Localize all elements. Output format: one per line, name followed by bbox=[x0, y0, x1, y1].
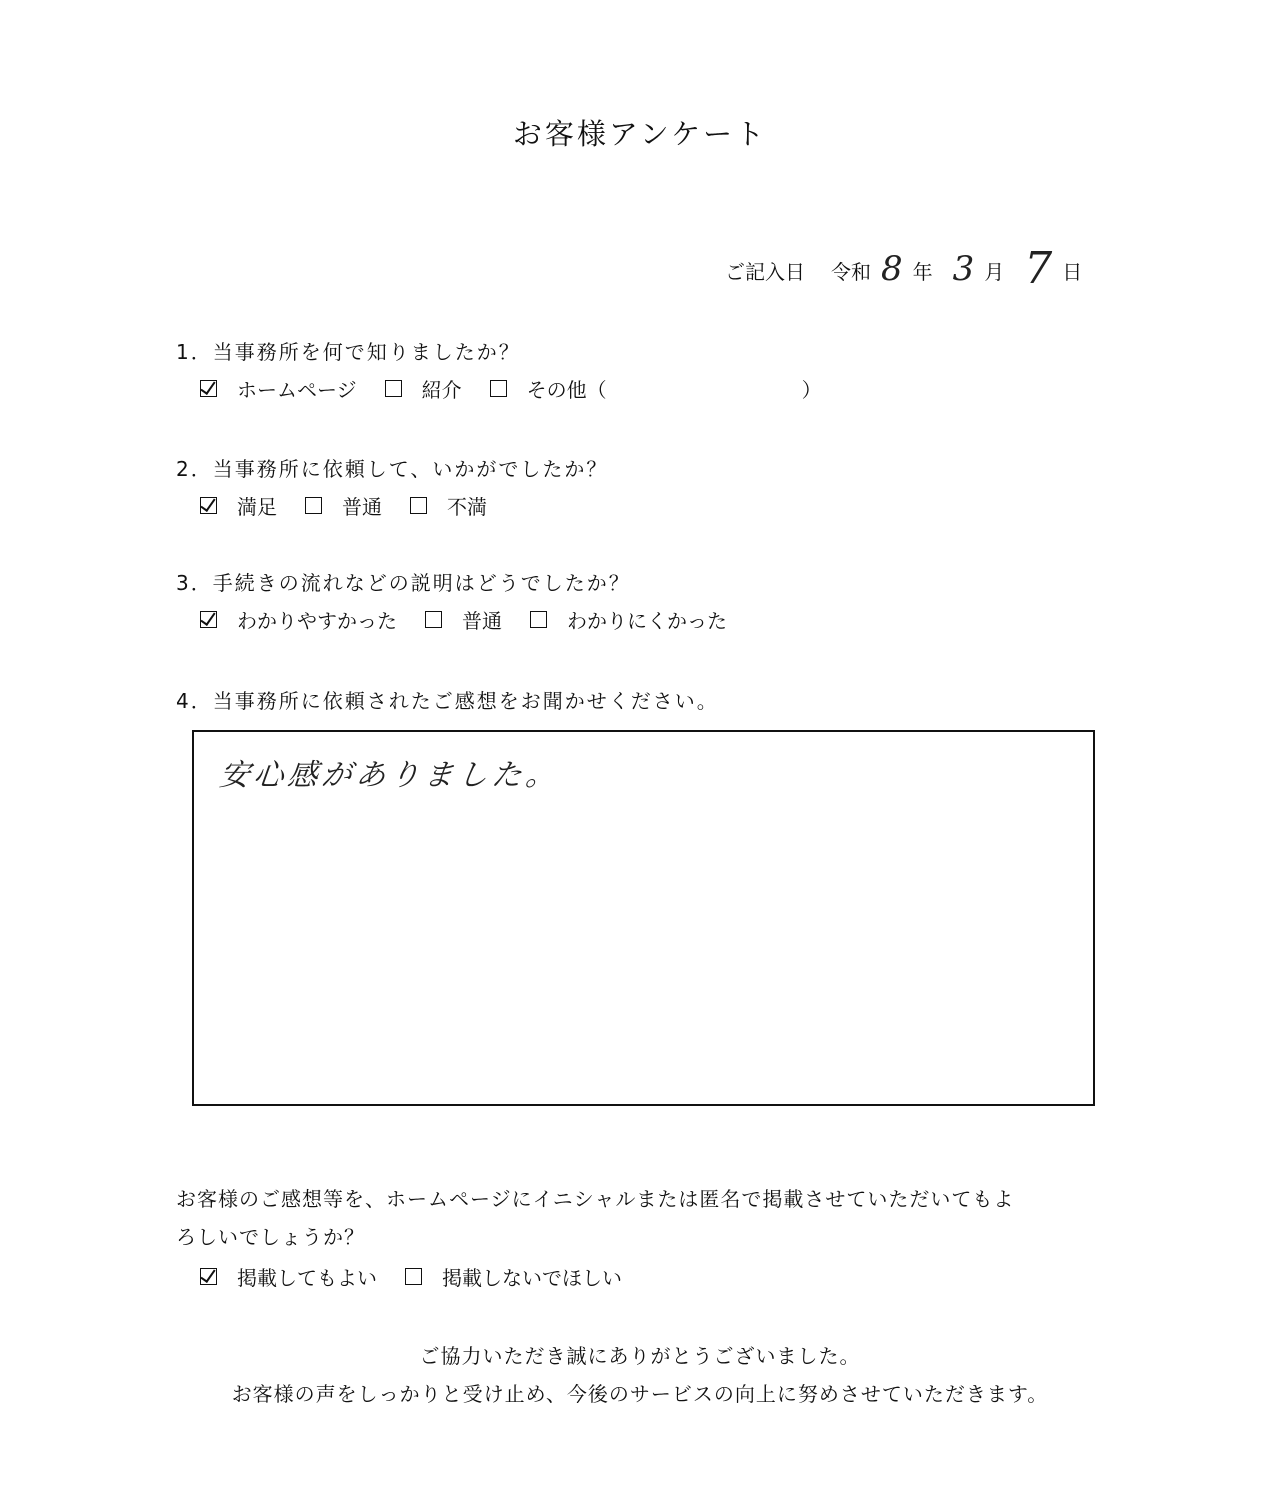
option-label: 普通 bbox=[462, 609, 502, 633]
thanks-line-2: お客様の声をしっかりと受け止め、今後のサービスの向上に努めさせていただきます。 bbox=[231, 1382, 1049, 1406]
q2-option-normal[interactable] bbox=[305, 491, 382, 520]
checkbox-unchecked[interactable] bbox=[530, 611, 547, 628]
q2-option-satisfied[interactable] bbox=[200, 491, 277, 520]
checkbox-checked[interactable] bbox=[200, 380, 217, 397]
q1-option-referral[interactable] bbox=[385, 374, 462, 403]
q3-option-unclear[interactable] bbox=[530, 605, 727, 634]
question-1-options bbox=[200, 374, 850, 403]
entry-date bbox=[725, 243, 1092, 294]
date-month-unit: 月 bbox=[984, 260, 1005, 284]
checkbox-unchecked[interactable] bbox=[410, 497, 427, 514]
date-label: ご記入日 bbox=[725, 260, 805, 284]
checkbox-unchecked[interactable] bbox=[425, 611, 442, 628]
question-2-text: 2．当事務所に依頼して、いかがでしたか？ bbox=[176, 457, 609, 481]
date-day-value[interactable]: 7 bbox=[1024, 243, 1053, 294]
checkbox-unchecked[interactable] bbox=[405, 1268, 422, 1285]
thanks-line-1: ご協力いただき誠にありがとうございました。 bbox=[419, 1344, 861, 1368]
option-label: わかりにくかった bbox=[567, 609, 727, 633]
question-3-text: 3．手続きの流れなどの説明はどうでしたか？ bbox=[176, 571, 631, 595]
date-year-unit: 年 bbox=[912, 260, 933, 284]
q1-option-homepage[interactable] bbox=[200, 374, 357, 403]
checkbox-unchecked[interactable] bbox=[385, 380, 402, 397]
option-label: 紹介 bbox=[421, 378, 462, 402]
option-suffix: ） bbox=[801, 378, 822, 402]
comment-textarea[interactable] bbox=[192, 730, 1095, 1106]
q3-option-clear[interactable] bbox=[200, 605, 397, 634]
checkbox-checked[interactable] bbox=[200, 497, 217, 514]
option-label: ホームページ bbox=[237, 378, 357, 402]
checkbox-unchecked[interactable] bbox=[490, 380, 507, 397]
date-day-unit: 日 bbox=[1062, 260, 1083, 284]
consent-question-line-2: ろしいでしょうか？ bbox=[176, 1225, 365, 1249]
consent-options bbox=[200, 1262, 650, 1291]
option-label: 普通 bbox=[342, 495, 382, 519]
checkbox-checked[interactable] bbox=[200, 611, 217, 628]
consent-option-deny[interactable] bbox=[405, 1262, 622, 1291]
option-label: 不満 bbox=[447, 495, 487, 519]
question-2-options bbox=[200, 491, 515, 520]
date-month-value[interactable]: 3 bbox=[952, 249, 975, 289]
option-label: わかりやすかった bbox=[237, 609, 397, 633]
option-label: 掲載しないでほしい bbox=[442, 1266, 622, 1290]
q2-option-dissatisfied[interactable] bbox=[410, 491, 487, 520]
handwritten-answer: 安心感がありました。 bbox=[217, 758, 562, 793]
consent-option-allow[interactable] bbox=[200, 1262, 377, 1291]
option-label: その他（ bbox=[526, 378, 607, 402]
checkbox-unchecked[interactable] bbox=[305, 497, 322, 514]
question-4-text: 4．当事務所に依頼されたご感想をお聞かせください。 bbox=[176, 689, 719, 713]
date-era: 令和 bbox=[831, 260, 871, 284]
checkbox-checked[interactable] bbox=[200, 1268, 217, 1285]
question-1-text: 1．当事務所を何で知りましたか？ bbox=[176, 340, 521, 364]
option-label: 満足 bbox=[237, 495, 277, 519]
option-label: 掲載してもよい bbox=[237, 1266, 377, 1290]
page-title: お客様アンケート bbox=[512, 117, 768, 151]
q3-option-normal[interactable] bbox=[425, 605, 502, 634]
consent-question-line-1: お客様のご感想等を、ホームページにイニシャルまたは匿名で掲載させていただいてもよ bbox=[176, 1187, 1015, 1211]
q1-option-other[interactable] bbox=[490, 374, 822, 403]
question-3-options bbox=[200, 605, 755, 634]
date-year-value[interactable]: 8 bbox=[881, 249, 903, 289]
